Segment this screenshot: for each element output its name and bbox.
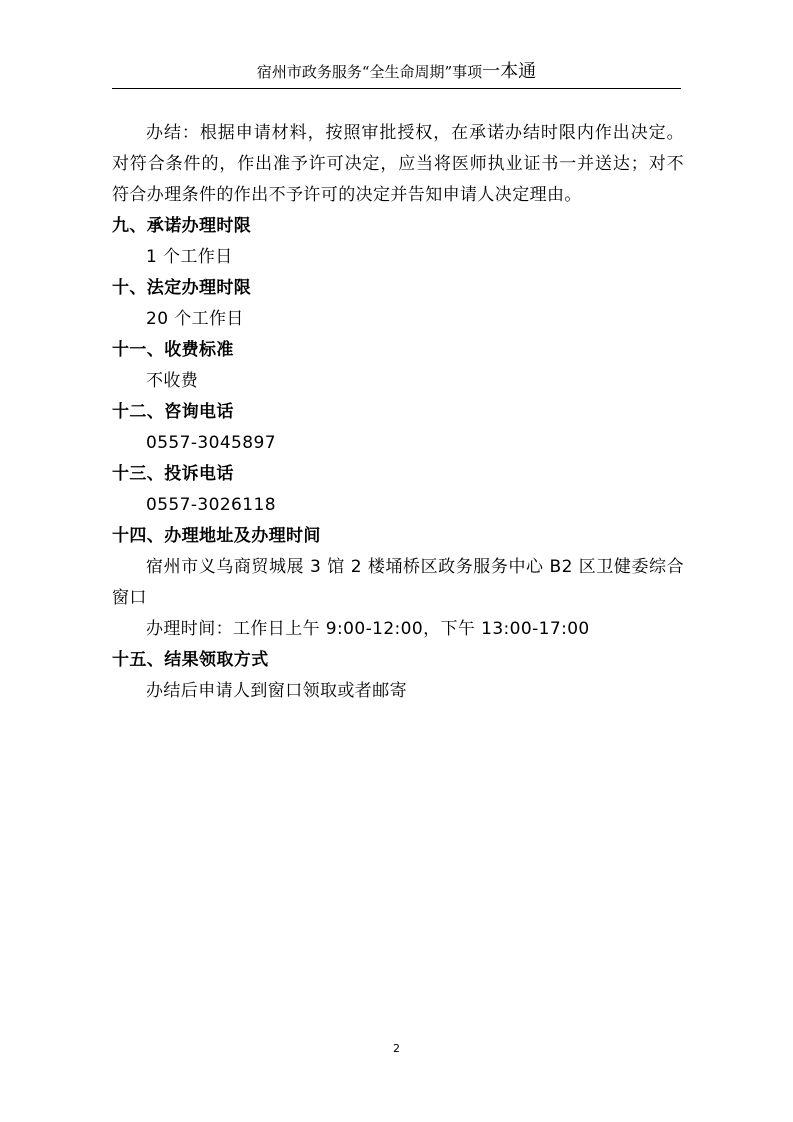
section-heading: 十三、投诉电话	[112, 464, 234, 484]
section-heading: 十五、结果领取方式	[112, 650, 269, 670]
header-title-suffix: 一本通	[482, 61, 537, 82]
section-text: 不收费	[146, 371, 199, 391]
section-heading: 十四、办理地址及办理时间	[112, 526, 321, 546]
section-heading: 九、承诺办理时限	[112, 216, 252, 236]
section-heading: 十二、咨询电话	[112, 402, 234, 422]
header-rule	[112, 88, 681, 89]
complaint-phone: 0557-3026118	[146, 495, 276, 515]
section-15	[112, 645, 684, 707]
section-11	[112, 335, 684, 397]
consult-phone: 0557-3045897	[146, 433, 276, 453]
section-9	[112, 211, 684, 273]
section-text: 1 个工作日	[146, 247, 233, 267]
intro-paragraph: 办结：根据申请材料，按照审批授权，在承诺办结时限内作出决定。对符合条件的，作出准予许可决定，应当将医师执业证书一并送达；对不符合办理条件的作出不予许可的决定并告知申请人决定理由。	[112, 123, 684, 205]
section-12	[112, 397, 684, 459]
section-text: 办结后申请人到窗口领取或者邮寄	[146, 681, 407, 701]
page-header	[0, 62, 793, 82]
header-title: 宿州市政务服务“全生命周期”事项	[256, 63, 483, 81]
section-heading: 十、法定办理时限	[112, 278, 252, 298]
section-14	[112, 521, 684, 645]
section-13	[112, 459, 684, 521]
page-number: 2	[393, 1042, 400, 1055]
section-10	[112, 273, 684, 335]
section-heading: 十一、收费标准	[112, 340, 234, 360]
office-hours: 办理时间：工作日上午 9:00-12:00，下午 13:00-17:00	[146, 619, 590, 639]
section-text: 20 个工作日	[146, 309, 244, 329]
office-address: 宿州市义乌商贸城展 3 馆 2 楼埇桥区政务服务中心 B2 区卫健委综合窗口	[112, 557, 684, 608]
document-body	[112, 118, 684, 707]
